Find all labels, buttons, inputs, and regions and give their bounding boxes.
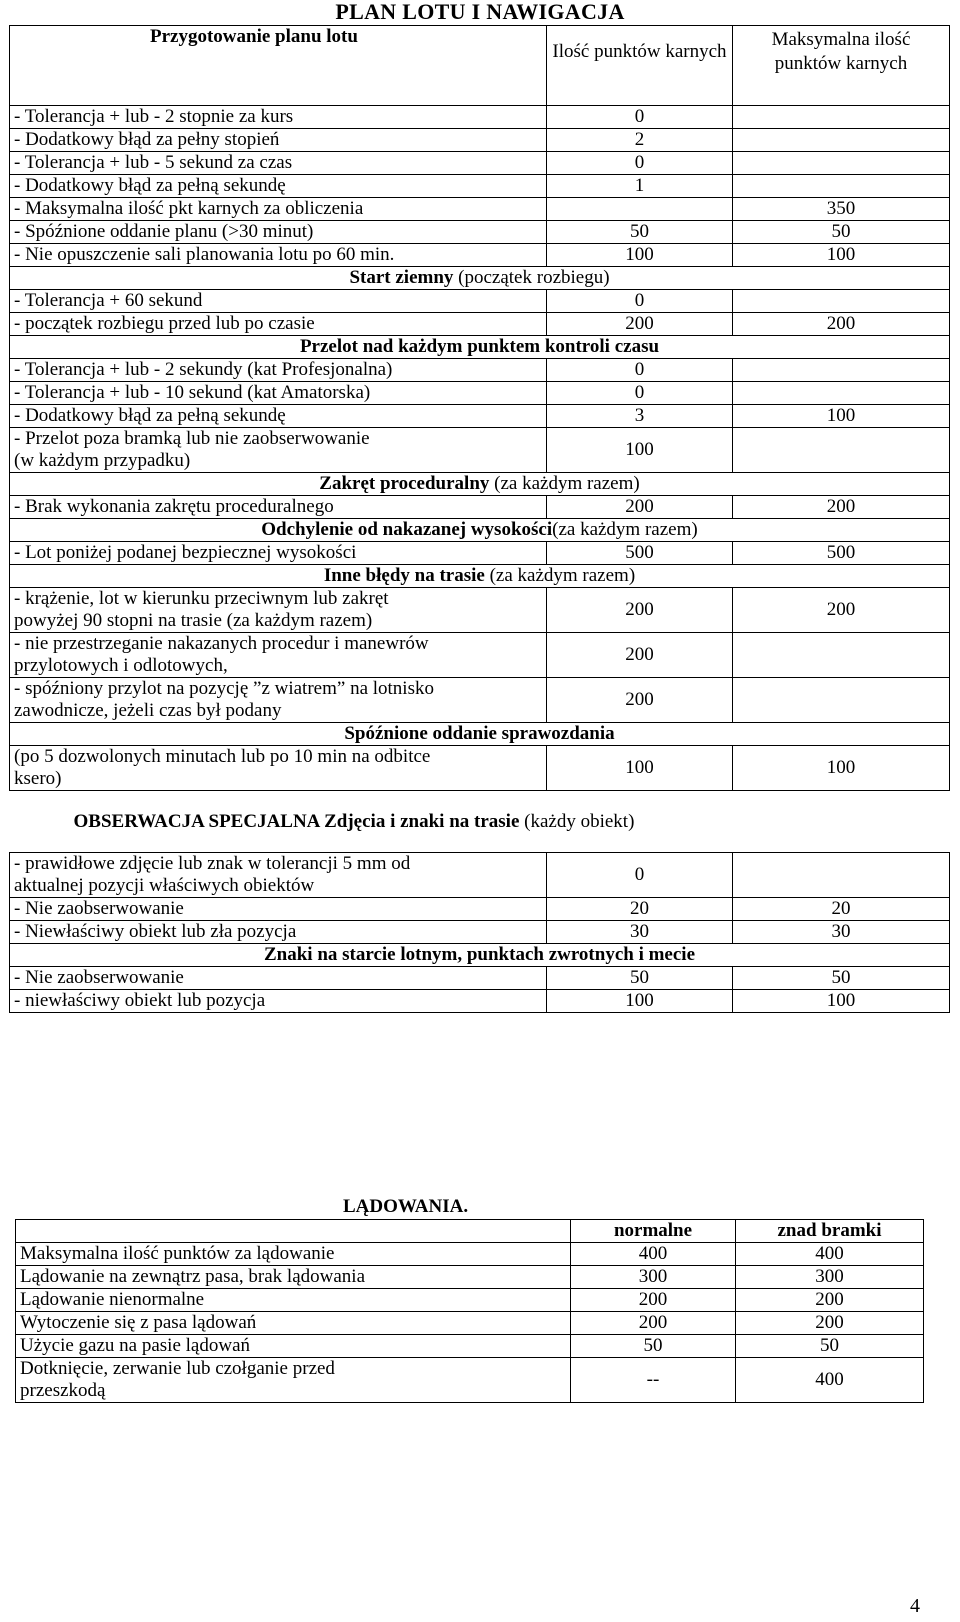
row-points: 100 bbox=[547, 990, 733, 1013]
table-row bbox=[10, 990, 950, 1013]
landing-header-row bbox=[16, 1220, 924, 1243]
table-row bbox=[16, 1289, 924, 1312]
row-max bbox=[733, 633, 950, 678]
row-label: Lądowanie nienormalne bbox=[16, 1289, 571, 1312]
row-max bbox=[733, 428, 950, 473]
row-max: 50 bbox=[733, 221, 950, 244]
table-row bbox=[10, 496, 950, 519]
row-points: 0 bbox=[547, 152, 733, 175]
section-przelot: Przelot nad każdym punktem kontroli czasu bbox=[10, 336, 950, 359]
row-label: Lądowanie na zewnątrz pasa, brak lądowania bbox=[16, 1266, 571, 1289]
table-row bbox=[10, 588, 950, 633]
table-row bbox=[10, 678, 950, 723]
table-row bbox=[10, 405, 950, 428]
row-label: (po 5 dozwolonych minutach lub po 10 min na odbitce ksero) bbox=[10, 746, 547, 791]
row-points: 50 bbox=[547, 221, 733, 244]
table-row bbox=[10, 129, 950, 152]
table-row bbox=[10, 313, 950, 336]
row-label: - Dodatkowy błąd za pełną sekundę bbox=[10, 405, 547, 428]
row-label: Wytoczenie się z pasa lądowań bbox=[16, 1312, 571, 1335]
section-ladowania: LĄDOWANIA. bbox=[343, 1196, 469, 1217]
row-label: - Tolerancja + lub - 5 sekund za czas bbox=[10, 152, 547, 175]
row-normal: -- bbox=[571, 1358, 736, 1403]
row-max: 100 bbox=[733, 990, 950, 1013]
table-row bbox=[10, 921, 950, 944]
row-points: 100 bbox=[547, 244, 733, 267]
table-row bbox=[10, 359, 950, 382]
table-row bbox=[10, 221, 950, 244]
table-row bbox=[10, 382, 950, 405]
penalty-table bbox=[9, 25, 950, 1013]
landing-table bbox=[15, 1219, 924, 1403]
row-label: - Przelot poza bramką lub nie zaobserwowanie (w każdym przypadku) bbox=[10, 428, 547, 473]
row-normal: 200 bbox=[571, 1312, 736, 1335]
row-max: 20 bbox=[733, 898, 950, 921]
row-label: - niewłaściwy obiekt lub pozycja bbox=[10, 990, 547, 1013]
landing-header-gate: znad bramki bbox=[736, 1220, 924, 1243]
row-gate: 400 bbox=[736, 1243, 924, 1266]
table-row bbox=[16, 1266, 924, 1289]
section-row bbox=[10, 473, 950, 496]
row-points: 200 bbox=[547, 633, 733, 678]
row-points: 30 bbox=[547, 921, 733, 944]
row-normal: 400 bbox=[571, 1243, 736, 1266]
table-header-row bbox=[10, 26, 950, 106]
table-row bbox=[10, 898, 950, 921]
section-row bbox=[10, 565, 950, 588]
row-label: - Tolerancja + lub - 10 sekund (kat Amatorska) bbox=[10, 382, 547, 405]
row-normal: 300 bbox=[571, 1266, 736, 1289]
table-row bbox=[10, 746, 950, 791]
section-spoznione: Spóźnione oddanie sprawozdania bbox=[10, 723, 950, 746]
row-points: 0 bbox=[547, 106, 733, 129]
row-max bbox=[733, 678, 950, 723]
row-points: 100 bbox=[547, 746, 733, 791]
row-points: 200 bbox=[547, 496, 733, 519]
row-max bbox=[733, 359, 950, 382]
section-row bbox=[10, 336, 950, 359]
row-label: - początek rozbiegu przed lub po czasie bbox=[10, 313, 547, 336]
row-label: - spóźniony przylot na pozycję ”z wiatrem” na lotnisko zawodnicze, jeżeli czas był podany bbox=[10, 678, 547, 723]
table-row bbox=[10, 290, 950, 313]
row-label: - Dodatkowy błąd za pełną sekundę bbox=[10, 175, 547, 198]
page-number: 4 bbox=[910, 1595, 920, 1617]
header-points: Ilość punktów karnych bbox=[547, 26, 733, 106]
section-odchylenie: Odchylenie od nakazanej wysokości(za każdym razem) bbox=[10, 519, 950, 542]
row-points: 3 bbox=[547, 405, 733, 428]
row-max bbox=[733, 290, 950, 313]
row-points bbox=[547, 198, 733, 221]
section-start: Start ziemny (początek rozbiegu) bbox=[10, 267, 950, 290]
table-row bbox=[10, 633, 950, 678]
row-points: 0 bbox=[547, 382, 733, 405]
row-points: 500 bbox=[547, 542, 733, 565]
landing-header-normal: normalne bbox=[571, 1220, 736, 1243]
row-max bbox=[733, 175, 950, 198]
row-label: Dotknięcie, zerwanie lub czołganie przed przeszkodą bbox=[16, 1358, 571, 1403]
row-gate: 200 bbox=[736, 1289, 924, 1312]
row-max: 30 bbox=[733, 921, 950, 944]
row-max: 100 bbox=[733, 244, 950, 267]
section-znaki: Znaki na starcie lotnym, punktach zwrotnych i mecie bbox=[10, 944, 950, 967]
page-title: PLAN LOTU I NAWIGACJA bbox=[335, 0, 625, 24]
row-label: - Tolerancja + lub - 2 sekundy (kat Profesjonalna) bbox=[10, 359, 547, 382]
section-zakret: Zakręt proceduralny (za każdym razem) bbox=[10, 473, 950, 496]
row-label: - Nie opuszczenie sali planowania lotu po 60 min. bbox=[10, 244, 547, 267]
table-row bbox=[16, 1243, 924, 1266]
row-gate: 200 bbox=[736, 1312, 924, 1335]
table-row bbox=[16, 1358, 924, 1403]
row-points: 100 bbox=[547, 428, 733, 473]
section-obserwacja: OBSERWACJA SPECJALNA Zdjęcia i znaki na trasie (każdy obiekt) bbox=[10, 791, 950, 853]
row-label: - nie przestrzeganie nakazanych procedur i manewrów przylotowych i odlotowych, bbox=[10, 633, 547, 678]
row-gate: 50 bbox=[736, 1335, 924, 1358]
row-max: 350 bbox=[733, 198, 950, 221]
row-label: - Nie zaobserwowanie bbox=[10, 967, 547, 990]
table-row bbox=[16, 1335, 924, 1358]
row-max bbox=[733, 853, 950, 898]
row-label: - Nie zaobserwowanie bbox=[10, 898, 547, 921]
header-prep: Przygotowanie planu lotu bbox=[10, 26, 547, 106]
row-points: 20 bbox=[547, 898, 733, 921]
row-normal: 50 bbox=[571, 1335, 736, 1358]
section-row bbox=[10, 944, 950, 967]
row-max bbox=[733, 129, 950, 152]
table-row bbox=[10, 967, 950, 990]
row-label: - Tolerancja + lub - 2 stopnie za kurs bbox=[10, 106, 547, 129]
row-max bbox=[733, 152, 950, 175]
table-row bbox=[10, 106, 950, 129]
table-row bbox=[10, 428, 950, 473]
row-max: 200 bbox=[733, 588, 950, 633]
row-points: 2 bbox=[547, 129, 733, 152]
table-row bbox=[10, 542, 950, 565]
row-label: - Dodatkowy błąd za pełny stopień bbox=[10, 129, 547, 152]
row-max: 200 bbox=[733, 313, 950, 336]
row-label: - prawidłowe zdjęcie lub znak w tolerancji 5 mm od aktualnej pozycji właściwych obiektów bbox=[10, 853, 547, 898]
table-row bbox=[16, 1312, 924, 1335]
row-label: Maksymalna ilość punktów za lądowanie bbox=[16, 1243, 571, 1266]
row-max bbox=[733, 382, 950, 405]
row-label: - Maksymalna ilość pkt karnych za obliczenia bbox=[10, 198, 547, 221]
row-max: 100 bbox=[733, 746, 950, 791]
row-label: - Spóźnione oddanie planu (>30 minut) bbox=[10, 221, 547, 244]
row-points: 200 bbox=[547, 313, 733, 336]
section-row bbox=[10, 791, 950, 853]
table-row bbox=[10, 152, 950, 175]
landing-header-blank bbox=[16, 1220, 571, 1243]
row-max: 100 bbox=[733, 405, 950, 428]
row-label: - krążenie, lot w kierunku przeciwnym lub zakręt powyżej 90 stopni na trasie (za każdym razem) bbox=[10, 588, 547, 633]
row-points: 50 bbox=[547, 967, 733, 990]
section-inne: Inne błędy na trasie (za każdym razem) bbox=[10, 565, 950, 588]
row-label: - Lot poniżej podanej bezpiecznej wysokości bbox=[10, 542, 547, 565]
row-points: 0 bbox=[547, 290, 733, 313]
row-max: 50 bbox=[733, 967, 950, 990]
row-normal: 200 bbox=[571, 1289, 736, 1312]
section-row bbox=[10, 519, 950, 542]
table-row bbox=[10, 853, 950, 898]
section-row bbox=[10, 267, 950, 290]
row-points: 0 bbox=[547, 853, 733, 898]
row-points: 1 bbox=[547, 175, 733, 198]
table-row bbox=[10, 198, 950, 221]
row-points: 0 bbox=[547, 359, 733, 382]
row-points: 200 bbox=[547, 678, 733, 723]
row-label: - Brak wykonania zakrętu proceduralnego bbox=[10, 496, 547, 519]
table-row bbox=[10, 244, 950, 267]
row-max: 500 bbox=[733, 542, 950, 565]
row-max bbox=[733, 106, 950, 129]
row-label: Użycie gazu na pasie lądowań bbox=[16, 1335, 571, 1358]
row-label: - Tolerancja + 60 sekund bbox=[10, 290, 547, 313]
row-points: 200 bbox=[547, 588, 733, 633]
row-max: 200 bbox=[733, 496, 950, 519]
row-label: - Niewłaściwy obiekt lub zła pozycja bbox=[10, 921, 547, 944]
header-max-points: Maksymalna ilość punktów karnych bbox=[733, 26, 950, 106]
row-gate: 300 bbox=[736, 1266, 924, 1289]
section-row bbox=[10, 723, 950, 746]
row-gate: 400 bbox=[736, 1358, 924, 1403]
table-row bbox=[10, 175, 950, 198]
